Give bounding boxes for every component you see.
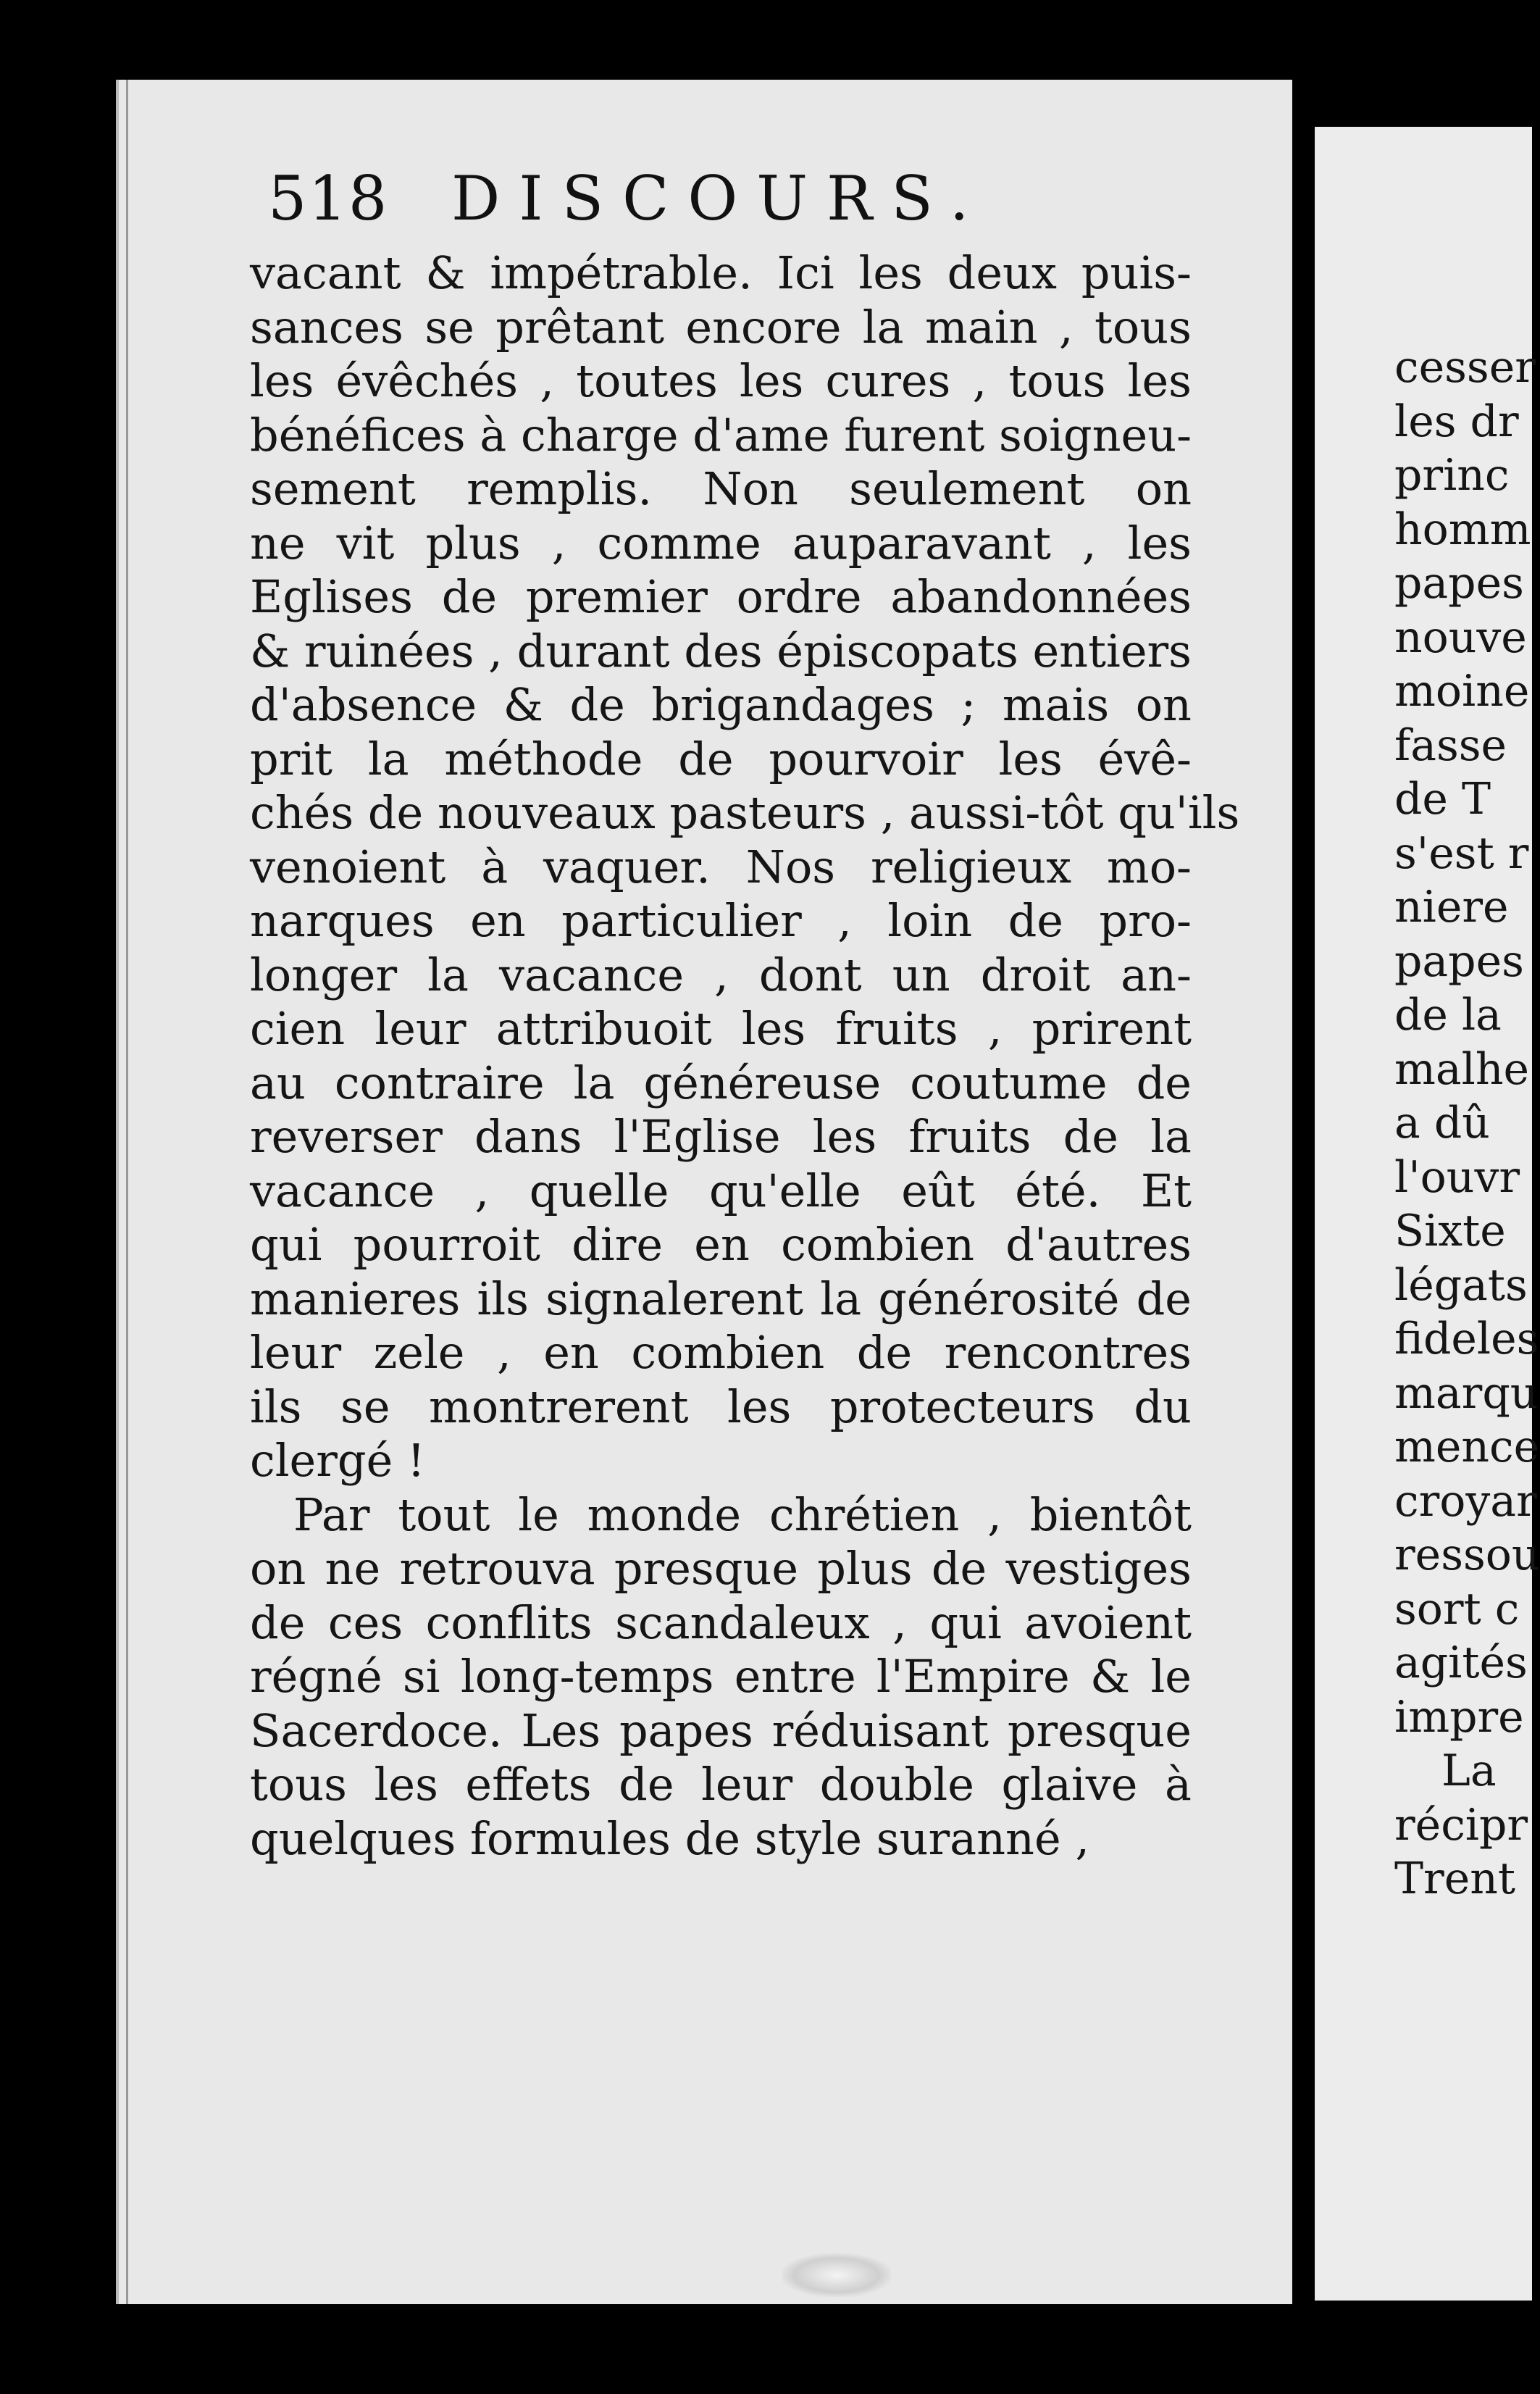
text-line-fragment: papes [1394, 558, 1524, 609]
text-line: sances se prêtant encore la main , tous [250, 300, 1192, 354]
text-line: les évêchés , toutes les cures , tous les [250, 354, 1192, 407]
text-line: leur zele , en combien de rencontres [250, 1326, 1192, 1379]
text-line-fragment: de la [1394, 990, 1502, 1040]
text-line: ne vit plus , comme auparavant , les [250, 516, 1192, 570]
text-line-fragment: princ [1394, 450, 1510, 501]
text-line: quelques formules de style suranné , [250, 1811, 1090, 1865]
text-line: au contraire la généreuse coutume de [250, 1056, 1192, 1109]
text-line: prit la méthode de pourvoir les évê- [250, 732, 1192, 785]
text-line-fragment: papes [1394, 935, 1524, 987]
text-line-fragment: ressou [1394, 1530, 1540, 1580]
page-stain [782, 2253, 891, 2297]
text-line: narques en particulier , loin de pro- [250, 894, 1192, 947]
text-line: venoient à vaquer. Nos religieux mo- [250, 840, 1192, 893]
text-line-fragment: nouve [1394, 612, 1527, 663]
text-line: qui pourroit dire en combien d'autres [250, 1218, 1192, 1271]
text-line-fragment: sort c [1394, 1583, 1520, 1635]
text-line-fragment: cesser [1394, 342, 1536, 393]
text-line-fragment: moine [1394, 666, 1530, 717]
text-line: tous les effets de leur double glaive à [250, 1758, 1192, 1811]
right-page-body-fragment [1394, 341, 1539, 1906]
text-line: d'absence & de brigandages ; mais on [250, 678, 1192, 731]
text-line-fragment: fideles [1394, 1314, 1539, 1364]
text-line-fragment: Trent [1394, 1853, 1515, 1904]
text-line-fragment: impre [1394, 1691, 1524, 1743]
text-line-fragment: agités [1394, 1638, 1528, 1688]
text-line: on ne retrouva presque plus de vestiges [250, 1542, 1192, 1595]
page-number: 518 [268, 163, 389, 234]
text-line-fragment: de T [1394, 774, 1491, 825]
text-line: sement remplis. Non seulement on [250, 462, 1192, 515]
text-line-fragment: les dr [1394, 396, 1519, 447]
text-line-fragment: La [1441, 1746, 1497, 1796]
text-line: clergé ! [250, 1434, 425, 1487]
text-line: vacant & impétrable. Ici les deux puis- [250, 246, 1192, 299]
text-line: longer la vacance , dont un droit an- [250, 948, 1192, 1001]
text-line: chés de nouveaux pasteurs , aussi-tôt qu'ils [250, 786, 1240, 839]
text-line: manieres ils signalerent la générosité de [250, 1272, 1192, 1325]
text-line-fragment: l'ouvr [1394, 1151, 1520, 1203]
text-line: Sacerdoce. Les papes réduisant presque [250, 1703, 1192, 1757]
text-line: de ces conflits scandaleux , qui avoient [250, 1596, 1192, 1649]
text-line: Eglises de premier ordre abandonnées [250, 570, 1192, 623]
text-line-fragment: homm [1394, 504, 1531, 555]
text-line-fragment: récipr [1394, 1799, 1528, 1851]
text-line-fragment: mence [1394, 1422, 1540, 1472]
text-line-fragment: marqu [1394, 1367, 1539, 1419]
text-line-fragment: fasse [1394, 720, 1507, 771]
text-line: & ruinées , durant des épiscopats entiers [250, 624, 1192, 677]
text-line: vacance , quelle qu'elle eût été. Et [250, 1164, 1192, 1217]
running-header [268, 163, 988, 234]
text-line-fragment: a dû [1394, 1098, 1490, 1148]
text-line: ils se montrerent les protecteurs du [250, 1380, 1192, 1433]
text-line: régné si long-temps entre l'Empire & le [250, 1650, 1192, 1703]
running-title: DISCOURS. [451, 163, 988, 234]
text-line-fragment: malhe [1394, 1043, 1530, 1095]
text-line-fragment: Sixte [1394, 1206, 1506, 1256]
text-line-fragment: s'est r [1394, 827, 1529, 879]
text-line: bénéfices à charge d'ame furent soigneu- [250, 408, 1192, 462]
text-line: cien leur attribuoit les fruits , prirent [250, 1002, 1192, 1055]
text-line-fragment: croyar [1394, 1475, 1537, 1527]
left-page-body [250, 246, 1240, 1866]
text-line-fragment: niere [1394, 882, 1509, 933]
text-line: Par tout le monde chrétien , bientôt [293, 1488, 1192, 1541]
text-line-fragment: légats [1394, 1259, 1528, 1311]
text-line: reverser dans l'Eglise les fruits de la [250, 1110, 1192, 1163]
